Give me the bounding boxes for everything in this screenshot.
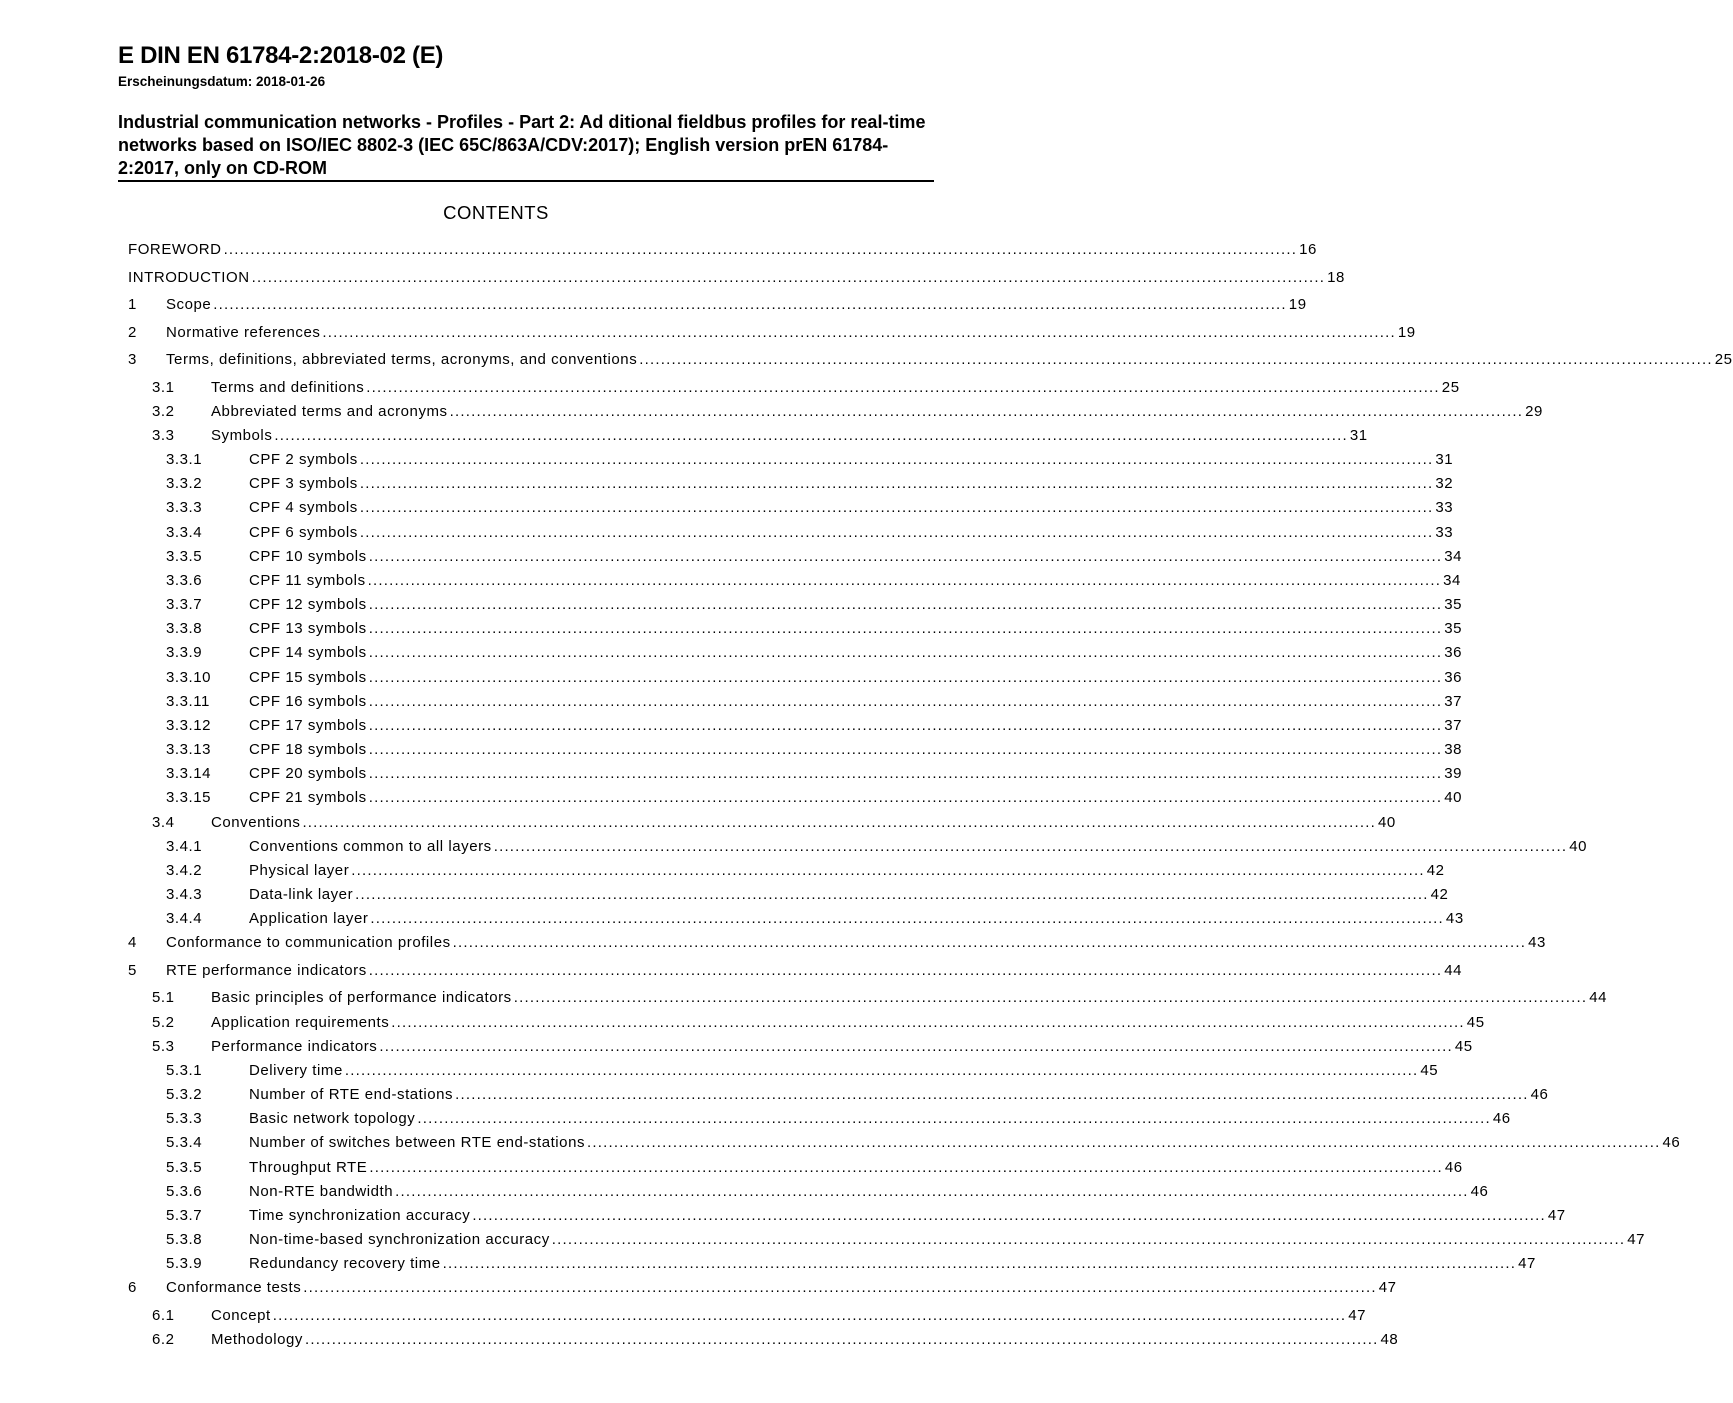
toc-entry-line: [249, 619, 1463, 639]
toc-leader-dots: ........................................................................................................................................................................................................: [368, 669, 1443, 686]
toc-entry-number: 5.3.1: [166, 1062, 203, 1079]
toc-leader-dots: ........................................................................................................................................................................................................: [452, 934, 1527, 951]
toc-leader-dots: ........................................................................................................................................................................................................: [366, 379, 1440, 396]
toc-entry-label: CPF 20 symbols: [249, 765, 367, 782]
toc-entry-label: Concept: [211, 1307, 271, 1324]
toc-entry-page: 42: [1430, 886, 1449, 903]
toc-entry-page: 18: [1327, 269, 1345, 286]
toc-entry-label: Methodology: [211, 1331, 303, 1348]
toc-leader-dots: ........................................................................................................................................................................................................: [223, 241, 1298, 258]
toc-entry-label: CPF 3 symbols: [249, 475, 358, 492]
toc-entry-number: 3.3.2: [166, 475, 203, 492]
toc-entry-page: 47: [1348, 1307, 1367, 1324]
toc-entry-page: 46: [1470, 1183, 1489, 1200]
toc-leader-dots: ........................................................................................................................................................................................................: [368, 741, 1443, 758]
toc-entry-number: 3.2: [152, 403, 175, 420]
toc-entry-line: [249, 1061, 1439, 1081]
toc-entry[interactable]: [0, 1013, 1485, 1033]
toc-entry-number: 6.1: [152, 1307, 175, 1324]
toc-entry-line: [166, 295, 1307, 315]
toc-entry-page: 36: [1444, 669, 1463, 686]
toc-entry-label: Physical layer: [249, 862, 350, 879]
toc-entry-number: 3.4.2: [166, 862, 203, 879]
toc-entry-page: 47: [1518, 1255, 1536, 1272]
toc-entry-number: 3.3.1: [166, 451, 203, 468]
toc-entry-number: 3.3.4: [166, 524, 203, 541]
toc-entry-label: FOREWORD: [128, 241, 222, 258]
toc-entry-line: [128, 240, 1317, 260]
toc-leader-dots: ........................................................................................................................................................................................................: [367, 572, 1442, 589]
toc-entry-page: 19: [1397, 324, 1416, 341]
toc-leader-dots: ........................................................................................................................................................................................................: [417, 1110, 1491, 1127]
toc-entry[interactable]: [0, 240, 1317, 260]
toc-leader-dots: ........................................................................................................................................................................................................: [472, 1207, 1546, 1224]
document-title: Industrial communication networks - Profiles - Part 2: Ad ditional fieldbus profiles for real-time networks based on ISO/IEC 8802-3 (IEC 65C/863A/CDV:2017); English version prEN 61784-2:2017, only on CD-ROM: [118, 112, 926, 178]
toc-entry-page: 38: [1444, 741, 1463, 758]
toc-entry-line: [249, 716, 1463, 736]
toc-leader-dots: ........................................................................................................................................................................................................: [359, 499, 1434, 516]
toc-entry-page: 31: [1435, 451, 1454, 468]
toc-entry-number: 5.1: [152, 989, 175, 1006]
toc-entry-label: CPF 21 symbols: [249, 789, 367, 806]
toc-entry-label: Symbols: [211, 427, 273, 444]
toc-leader-dots: ........................................................................................................................................................................................................: [395, 1183, 1469, 1200]
toc-entry-number: 5.3.5: [166, 1159, 203, 1176]
toc-entry-label: Terms, definitions, abbreviated terms, acronyms, and conventions: [166, 351, 638, 368]
toc-entry-line: [211, 1330, 1399, 1350]
toc-entry-line: [249, 668, 1463, 688]
toc-entry-line: [249, 885, 1449, 905]
toc-leader-dots: ........................................................................................................................................................................................................: [368, 620, 1443, 637]
toc-entry-page: 35: [1444, 596, 1463, 613]
publication-date: Erscheinungsdatum: 2018-01-26: [118, 74, 326, 89]
toc-entry-line: [249, 788, 1463, 808]
toc-entry-line: [249, 740, 1463, 760]
toc-leader-dots: ........................................................................................................................................................................................................: [272, 1307, 1347, 1324]
toc-entry-label: CPF 6 symbols: [249, 524, 358, 541]
toc-leader-dots: ........................................................................................................................................................................................................: [368, 717, 1443, 734]
toc-entry-line: [249, 692, 1463, 712]
toc-leader-dots: ........................................................................................................................................................................................................: [351, 862, 1425, 879]
toc-leader-dots: ........................................................................................................................................................................................................: [368, 962, 1443, 979]
toc-entry-line: [211, 1037, 1473, 1057]
toc-entry-label: Conformance to communication profiles: [166, 934, 451, 951]
toc-entry-page: 45: [1420, 1062, 1439, 1079]
toc-entry-number: 3.3.10: [166, 669, 212, 686]
toc-entry[interactable]: [0, 861, 1445, 881]
toc-leader-dots: ........................................................................................................................................................................................................: [639, 351, 1713, 368]
toc-entry-number: 6.2: [152, 1331, 175, 1348]
toc-entry-line: [249, 837, 1587, 857]
toc-entry-label: Application requirements: [211, 1014, 390, 1031]
toc-entry-page: 46: [1530, 1086, 1549, 1103]
toc-entry-line: [249, 523, 1454, 543]
toc-entry-page: 25: [1441, 379, 1460, 396]
toc-entry-page: 44: [1589, 989, 1608, 1006]
toc-entry[interactable]: [0, 595, 1463, 615]
toc-leader-dots: ........................................................................................................................................................................................................: [355, 886, 1429, 903]
toc-entry-page: 42: [1426, 862, 1445, 879]
toc-leader-dots: ........................................................................................................................................................................................................: [368, 644, 1443, 661]
toc-entry-line: [166, 1278, 1397, 1298]
toc-entry-number: 3.3.3: [166, 499, 203, 516]
toc-entry[interactable]: [0, 268, 1345, 288]
toc-entry-page: 25: [1714, 351, 1733, 368]
toc-entry-number: 3.3.14: [166, 765, 212, 782]
toc-leader-dots: ........................................................................................................................................................................................................: [369, 1159, 1443, 1176]
toc-entry[interactable]: [0, 1278, 1397, 1298]
toc-leader-dots: ........................................................................................................................................................................................................: [513, 989, 1588, 1006]
toc-entry-label: Delivery time: [249, 1062, 343, 1079]
toc-entry-line: [249, 1109, 1511, 1129]
toc-entry[interactable]: [0, 1061, 1439, 1081]
toc-entry-label: Conventions common to all layers: [249, 838, 492, 855]
toc-entry-label: Throughput RTE: [249, 1159, 368, 1176]
toc-entry[interactable]: [0, 668, 1463, 688]
toc-entry-number: 4: [128, 934, 137, 951]
toc-entry-page: 33: [1435, 524, 1454, 541]
toc-entry-line: [211, 813, 1396, 833]
toc-entry-line: [249, 1085, 1549, 1105]
toc-entry-number: 3.3.11: [166, 693, 210, 710]
toc-entry-number: 3.3.9: [166, 644, 203, 661]
toc-entry[interactable]: [0, 909, 1464, 929]
toc-entry-label: CPF 10 symbols: [249, 548, 367, 565]
toc-entry[interactable]: [0, 547, 1463, 567]
toc-entry-label: RTE performance indicators: [166, 962, 367, 979]
toc-entry-number: 5.3.3: [166, 1110, 203, 1127]
toc-leader-dots: ........................................................................................................................................................................................................: [302, 814, 1376, 831]
toc-entry-line: [211, 1306, 1367, 1326]
toc-entry[interactable]: [0, 295, 1307, 315]
toc-entry-label: Time synchronization accuracy: [249, 1207, 471, 1224]
toc-leader-dots: ........................................................................................................................................................................................................: [368, 548, 1443, 565]
toc-entry-page: 46: [1662, 1134, 1681, 1151]
toc-entry-label: Conventions: [211, 814, 301, 831]
toc-leader-dots: ........................................................................................................................................................................................................: [303, 1279, 1377, 1296]
toc-entry-line: [211, 426, 1368, 446]
toc-entry-page: 33: [1435, 499, 1454, 516]
toc-entry[interactable]: [0, 350, 1733, 370]
toc-leader-dots: ........................................................................................................................................................................................................: [251, 269, 1326, 286]
toc-entry[interactable]: [0, 813, 1396, 833]
toc-entry-label: Terms and definitions: [211, 379, 365, 396]
toc-entry-label: CPF 15 symbols: [249, 669, 367, 686]
toc-entry-number: 5.3.6: [166, 1183, 203, 1200]
toc-leader-dots: ........................................................................................................................................................................................................: [344, 1062, 1419, 1079]
toc-entry[interactable]: [0, 474, 1454, 494]
toc-entry-page: 48: [1380, 1331, 1399, 1348]
toc-entry-label: Normative references: [166, 324, 321, 341]
toc-entry-line: [249, 764, 1463, 784]
toc-leader-dots: ........................................................................................................................................................................................................: [368, 596, 1443, 613]
toc-entry-line: [249, 1182, 1489, 1202]
toc-entry-line: [249, 450, 1454, 470]
toc-entry-label: CPF 11 symbols: [249, 572, 366, 589]
toc-leader-dots: ........................................................................................................................................................................................................: [493, 838, 1568, 855]
toc-entry[interactable]: [0, 450, 1454, 470]
toc-leader-dots: ........................................................................................................................................................................................................: [213, 296, 1287, 313]
toc-entry-page: 46: [1492, 1110, 1511, 1127]
toc-entry-label: Data-link layer: [249, 886, 354, 903]
toc-entry-number: 3.1: [152, 379, 175, 396]
toc-leader-dots: ........................................................................................................................................................................................................: [359, 475, 1434, 492]
toc-entry[interactable]: [0, 1182, 1489, 1202]
toc-entry-page: 40: [1444, 789, 1463, 806]
toc-entry-label: Basic principles of performance indicators: [211, 989, 512, 1006]
toc-leader-dots: ........................................................................................................................................................................................................: [368, 789, 1443, 806]
toc-leader-dots: ........................................................................................................................................................................................................: [368, 693, 1443, 710]
toc-entry-line: [249, 498, 1454, 518]
toc-entry-page: 40: [1569, 838, 1587, 855]
toc-entry-label: CPF 4 symbols: [249, 499, 358, 516]
toc-entry[interactable]: [0, 740, 1463, 760]
toc-entry[interactable]: [0, 498, 1454, 518]
toc-entry[interactable]: [0, 1306, 1367, 1326]
toc-leader-dots: ........................................................................................................................................................................................................: [359, 451, 1434, 468]
toc-entry-number: 3.3.6: [166, 572, 203, 589]
toc-entry-line: [249, 547, 1463, 567]
toc-entry-page: 43: [1445, 910, 1464, 927]
toc-entry-page: 37: [1444, 693, 1463, 710]
toc-entry-number: 3.3.13: [166, 741, 212, 758]
toc-leader-dots: ........................................................................................................................................................................................................: [304, 1331, 1379, 1348]
toc-entry[interactable]: [0, 619, 1463, 639]
toc-entry-label: Performance indicators: [211, 1038, 378, 1055]
toc-entry[interactable]: [0, 961, 1463, 981]
toc-entry-label: Conformance tests: [166, 1279, 302, 1296]
toc-entry-number: 5: [128, 962, 137, 979]
toc-entry-label: Non-RTE bandwidth: [249, 1183, 394, 1200]
toc-entry-line: [249, 643, 1463, 663]
toc-entry-line: [211, 988, 1608, 1008]
toc-entry[interactable]: [0, 402, 1543, 422]
toc-entry-page: 43: [1528, 934, 1546, 951]
toc-entry-label: Number of switches between RTE end-stations: [249, 1134, 586, 1151]
toc-entry-page: 47: [1627, 1231, 1646, 1248]
toc-entry-line: [166, 350, 1733, 370]
toc-entry-page: 34: [1443, 572, 1461, 589]
toc-entry-number: 3.3.7: [166, 596, 203, 613]
toc-entry-page: 45: [1454, 1038, 1473, 1055]
toc-entry[interactable]: [0, 1037, 1473, 1057]
toc-entry-line: [166, 961, 1463, 981]
toc-entry[interactable]: [0, 643, 1463, 663]
toc-leader-dots: ........................................................................................................................................................................................................: [455, 1086, 1529, 1103]
toc-entry-line: [249, 1158, 1463, 1178]
toc-entry-page: 16: [1299, 241, 1317, 258]
toc-entry-label: Number of RTE end-stations: [249, 1086, 454, 1103]
toc-entry-number: 3.3.15: [166, 789, 212, 806]
toc-leader-dots: ........................................................................................................................................................................................................: [322, 324, 1396, 341]
toc-entry[interactable]: [0, 523, 1454, 543]
toc-entry-page: 47: [1378, 1279, 1397, 1296]
toc-entry-line: [249, 1254, 1536, 1274]
toc-entry[interactable]: [0, 692, 1463, 712]
toc-entry-label: CPF 16 symbols: [249, 693, 367, 710]
toc-entry-number: 3.3.12: [166, 717, 212, 734]
toc-entry[interactable]: [0, 1206, 1566, 1226]
toc-entry[interactable]: [0, 716, 1463, 736]
toc-leader-dots: ........................................................................................................................................................................................................: [551, 1231, 1626, 1248]
toc-entry-page: 34: [1444, 548, 1463, 565]
toc-entry-number: 5.3: [152, 1038, 175, 1055]
toc-entry-label: Non-time-based synchronization accuracy: [249, 1231, 550, 1248]
toc-leader-dots: ........................................................................................................................................................................................................: [370, 910, 1444, 927]
toc-entry-number: 5.3.2: [166, 1086, 203, 1103]
toc-entry[interactable]: [0, 885, 1449, 905]
toc-leader-dots: ........................................................................................................................................................................................................: [587, 1134, 1661, 1151]
toc-entry-line: [166, 323, 1416, 343]
toc-entry-number: 3.4.3: [166, 886, 203, 903]
toc-entry-line: [249, 571, 1461, 591]
toc-entry-label: Basic network topology: [249, 1110, 416, 1127]
toc-entry[interactable]: [0, 837, 1587, 857]
toc-entry-page: 37: [1444, 717, 1463, 734]
toc-entry-page: 35: [1444, 620, 1463, 637]
toc-entry[interactable]: [0, 1085, 1549, 1105]
toc-leader-dots: ........................................................................................................................................................................................................: [379, 1038, 1453, 1055]
toc-entry-line: [249, 861, 1445, 881]
toc-entry-label: CPF 12 symbols: [249, 596, 367, 613]
toc-entry-label: CPF 18 symbols: [249, 741, 367, 758]
toc-entry-number: 5.3.8: [166, 1231, 203, 1248]
toc-entry-line: [249, 909, 1464, 929]
toc-entry[interactable]: [0, 571, 1461, 591]
toc-entry-label: Application layer: [249, 910, 369, 927]
toc-entry-line: [249, 1206, 1566, 1226]
toc-entry-number: 3.3.8: [166, 620, 203, 637]
toc-leader-dots: ........................................................................................................................................................................................................: [391, 1014, 1465, 1031]
toc-entry[interactable]: [0, 1158, 1463, 1178]
toc-leader-dots: ........................................................................................................................................................................................................: [449, 403, 1524, 420]
toc-entry-number: 1: [128, 296, 137, 313]
toc-entry-number: 3.3.5: [166, 548, 203, 565]
toc-entry[interactable]: [0, 1230, 1646, 1250]
toc-entry[interactable]: [0, 378, 1460, 398]
toc-entry-page: 45: [1466, 1014, 1485, 1031]
toc-entry-label: Abbreviated terms and acronyms: [211, 403, 448, 420]
toc-entry-line: [249, 595, 1463, 615]
toc-entry[interactable]: [0, 1133, 1681, 1153]
toc-entry-number: 3.4: [152, 814, 175, 831]
toc-entry-label: INTRODUCTION: [128, 269, 250, 286]
toc-entry-line: [249, 474, 1454, 494]
toc-entry-number: 5.2: [152, 1014, 175, 1031]
toc-entry[interactable]: [0, 1254, 1536, 1274]
toc-entry-page: 32: [1435, 475, 1454, 492]
toc-entry-page: 44: [1444, 962, 1463, 979]
toc-entry[interactable]: [0, 1330, 1399, 1350]
toc-entry-label: Scope: [166, 296, 212, 313]
toc-entry-page: 36: [1444, 644, 1463, 661]
toc-entry-page: 47: [1547, 1207, 1566, 1224]
toc-entry-line: [166, 933, 1546, 953]
toc-entry-number: 3.4.1: [166, 838, 203, 855]
toc-leader-dots: ........................................................................................................................................................................................................: [359, 524, 1434, 541]
toc-entry-number: 5.3.7: [166, 1207, 203, 1224]
standard-code: E DIN EN 61784-2:2018-02 (E): [118, 42, 444, 69]
toc-entry[interactable]: [0, 933, 1546, 953]
toc-entry-line: [249, 1230, 1646, 1250]
toc-entry-line: [211, 378, 1460, 398]
toc-entry-number: 3: [128, 351, 137, 368]
toc-entry-line: [128, 268, 1345, 288]
toc-entry[interactable]: [0, 788, 1463, 808]
toc-entry-number: 5.3.9: [166, 1255, 203, 1272]
toc-leader-dots: ........................................................................................................................................................................................................: [368, 765, 1443, 782]
toc-entry-line: [211, 402, 1543, 422]
toc-entry-label: CPF 17 symbols: [249, 717, 367, 734]
toc-entry-label: CPF 13 symbols: [249, 620, 367, 637]
toc-entry-number: 3.4.4: [166, 910, 203, 927]
toc-entry-line: [211, 1013, 1485, 1033]
toc-entry-number: 6: [128, 1279, 137, 1296]
contents-heading: CONTENTS: [443, 202, 549, 223]
toc-entry-label: CPF 14 symbols: [249, 644, 367, 661]
toc-leader-dots: ........................................................................................................................................................................................................: [442, 1255, 1517, 1272]
toc-entry-number: 2: [128, 324, 137, 341]
toc-entry-label: CPF 2 symbols: [249, 451, 358, 468]
toc-entry[interactable]: [0, 323, 1416, 343]
toc-entry[interactable]: [0, 988, 1608, 1008]
toc-entry[interactable]: [0, 764, 1463, 784]
toc-entry-page: 31: [1349, 427, 1368, 444]
toc-entry-page: 39: [1444, 765, 1463, 782]
toc-entry-page: 46: [1444, 1159, 1463, 1176]
toc-entry[interactable]: [0, 1109, 1511, 1129]
toc-entry-page: 29: [1525, 403, 1543, 420]
toc-leader-dots: ........................................................................................................................................................................................................: [274, 427, 1348, 444]
toc-entry-line: [249, 1133, 1681, 1153]
toc-entry-page: 19: [1288, 296, 1307, 313]
toc-entry-label: Redundancy recovery time: [249, 1255, 441, 1272]
toc-entry-page: 40: [1377, 814, 1396, 831]
toc-entry-number: 5.3.4: [166, 1134, 203, 1151]
toc-entry[interactable]: [0, 426, 1368, 446]
toc-entry-number: 3.3: [152, 427, 175, 444]
